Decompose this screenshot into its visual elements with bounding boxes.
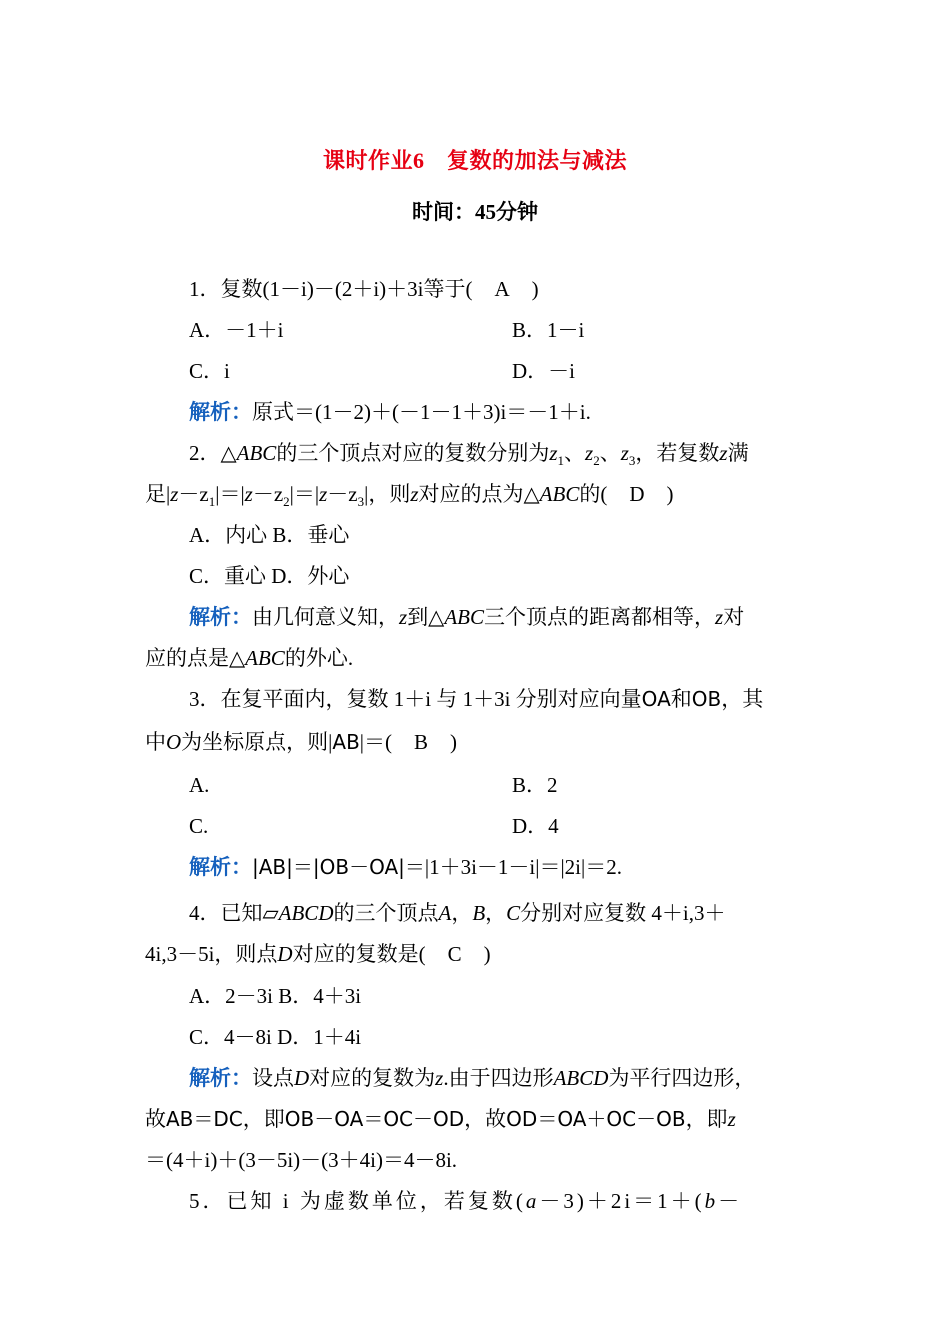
q4-answer: C	[447, 942, 462, 966]
q3-stem-line1: 3．在复平面内，复数 1＋i 与 1＋3i 分别对应向量OA和OB，其	[189, 687, 764, 711]
q3-answer: B	[414, 730, 429, 754]
time-limit: 时间：45分钟	[412, 200, 538, 224]
q3-analysis: 解析：|AB|＝|OB－OA|＝|1＋3i－1－i|＝|2i|＝2.	[189, 855, 622, 879]
q4-options-cd: C．4－8i D．1＋4i	[189, 1025, 362, 1049]
q1-answer: A	[494, 277, 510, 301]
q3-option-b: B．2	[512, 773, 558, 797]
analysis-label: 解析：	[189, 400, 252, 424]
q3-stem-line2: 中O为坐标原点，则|AB|＝( B )	[145, 730, 458, 754]
analysis-label: 解析：	[189, 855, 252, 879]
q1-stem: 1．复数(1－i)－(2＋i)＋3i等于( A )	[189, 277, 539, 301]
q4-options-ab: A．2－3i B．4＋3i	[189, 984, 362, 1008]
analysis-label: 解析：	[189, 1066, 252, 1090]
q4-analysis-line2: 故AB＝DC，即OB－OA＝OC－OD，故OD＝OA＋OC－OB，即z	[145, 1107, 736, 1131]
q2-analysis-line1: 解析：由几何意义知，z到△ABC三个顶点的距离都相等，z对	[189, 605, 745, 629]
q4-analysis-line3: ＝(4＋i)＋(3－5i)－(3＋4i)＝4－8i.	[145, 1148, 458, 1172]
q4-analysis-line1: 解析：设点D对应的复数为z.由于四边形ABCD为平行四边形，	[189, 1066, 756, 1090]
q2-stem-line2: 足$|z-z_1|=|z-z_2|=|z-z_3|$，则z对应的点为△ABC的( D )	[145, 482, 674, 510]
q2-analysis-line2: 应的点是△ABC的外心.	[145, 646, 354, 670]
q2-options-ab: A．内心 B．垂心	[189, 523, 350, 547]
q2-answer: D	[629, 482, 645, 506]
page-title: 课时作业6 复数的加法与减法	[322, 148, 627, 173]
q1-analysis: 解析：原式＝(1－2)＋(－1－1＋3)i＝－1＋i.	[189, 400, 591, 424]
q2-stem-line1: 2．△ABC的三个顶点对应的复数分别为$z_1$、$z_2$、$z_3$，若复数z满	[189, 441, 749, 469]
q5-stem-line1: 5．已知 i 为虚数单位，若复数(a－3)＋2i＝1＋(b－	[189, 1189, 743, 1213]
q4-stem-line1: 4．已知▱ABCD的三个顶点A，B，C分别对应复数 4＋i,3＋	[189, 901, 726, 925]
q3-option-c: C.	[189, 814, 209, 838]
q1-option-a: A．－1＋i	[189, 318, 284, 342]
q3-option-d: D．4	[512, 814, 559, 838]
q1-option-c: C．i	[189, 359, 230, 383]
q3-option-a: A.	[189, 773, 210, 797]
q4-stem-line2: 4i,3－5i，则点D对应的复数是( C )	[145, 942, 491, 966]
q2-options-cd: C．重心 D．外心	[189, 564, 350, 588]
q1-option-d: D．－i	[512, 359, 575, 383]
q1-option-b: B．1－i	[512, 318, 585, 342]
analysis-label: 解析：	[189, 605, 252, 629]
